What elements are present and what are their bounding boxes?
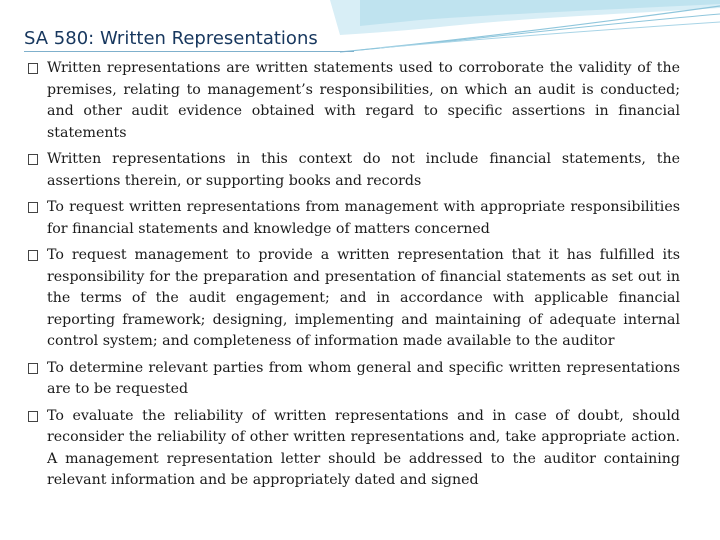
- bullet-box-icon: [28, 363, 38, 374]
- title-underline: [24, 51, 354, 52]
- list-item: [28, 149, 680, 192]
- page-title: SA 580: Written Representations: [24, 28, 318, 49]
- bullet-text: To request written representations from management with appropriate responsibilities for financial statements and knowledge of matters concerned: [47, 199, 680, 237]
- list-item: [28, 358, 680, 401]
- bullet-text: Written representations in this context do not include financial statements, the assertions therein, or supporting books and records: [47, 151, 680, 189]
- bullet-text: To evaluate the reliability of written representations and in case of doubt, should reconsider the reliability of other written representations and, take appropriate action. A management representation letter should be addressed to the auditor containing relevant information and be appropriately dated and signed: [47, 407, 680, 488]
- bullet-text: To determine relevant parties from whom general and specific written representations are to be requested: [47, 359, 680, 397]
- list-item: [28, 245, 680, 353]
- bullet-text: Written representations are written statements used to corroborate the validity of the premises, relating to management’s responsibilities, on which an audit is conducted; and other audit evidence obtained with regard to specific assertions in financial statements: [47, 60, 680, 141]
- bullet-box-icon: [28, 63, 38, 74]
- list-item: [28, 197, 680, 240]
- bullet-list: [28, 58, 680, 497]
- list-item: [28, 406, 680, 492]
- bullet-text: To request management to provide a written representation that it has fulfilled its responsibility for the preparation and presentation of financial statements as set out in the terms of the audit engagement; and in accordance with applicable financial reporting framework; designing, implementing and maintaining of adequate internal control system; and completeness of information made available to the auditor: [47, 247, 680, 349]
- bullet-box-icon: [28, 411, 38, 422]
- list-item: [28, 58, 680, 144]
- bullet-box-icon: [28, 250, 38, 261]
- bullet-box-icon: [28, 202, 38, 213]
- bullet-box-icon: [28, 154, 38, 165]
